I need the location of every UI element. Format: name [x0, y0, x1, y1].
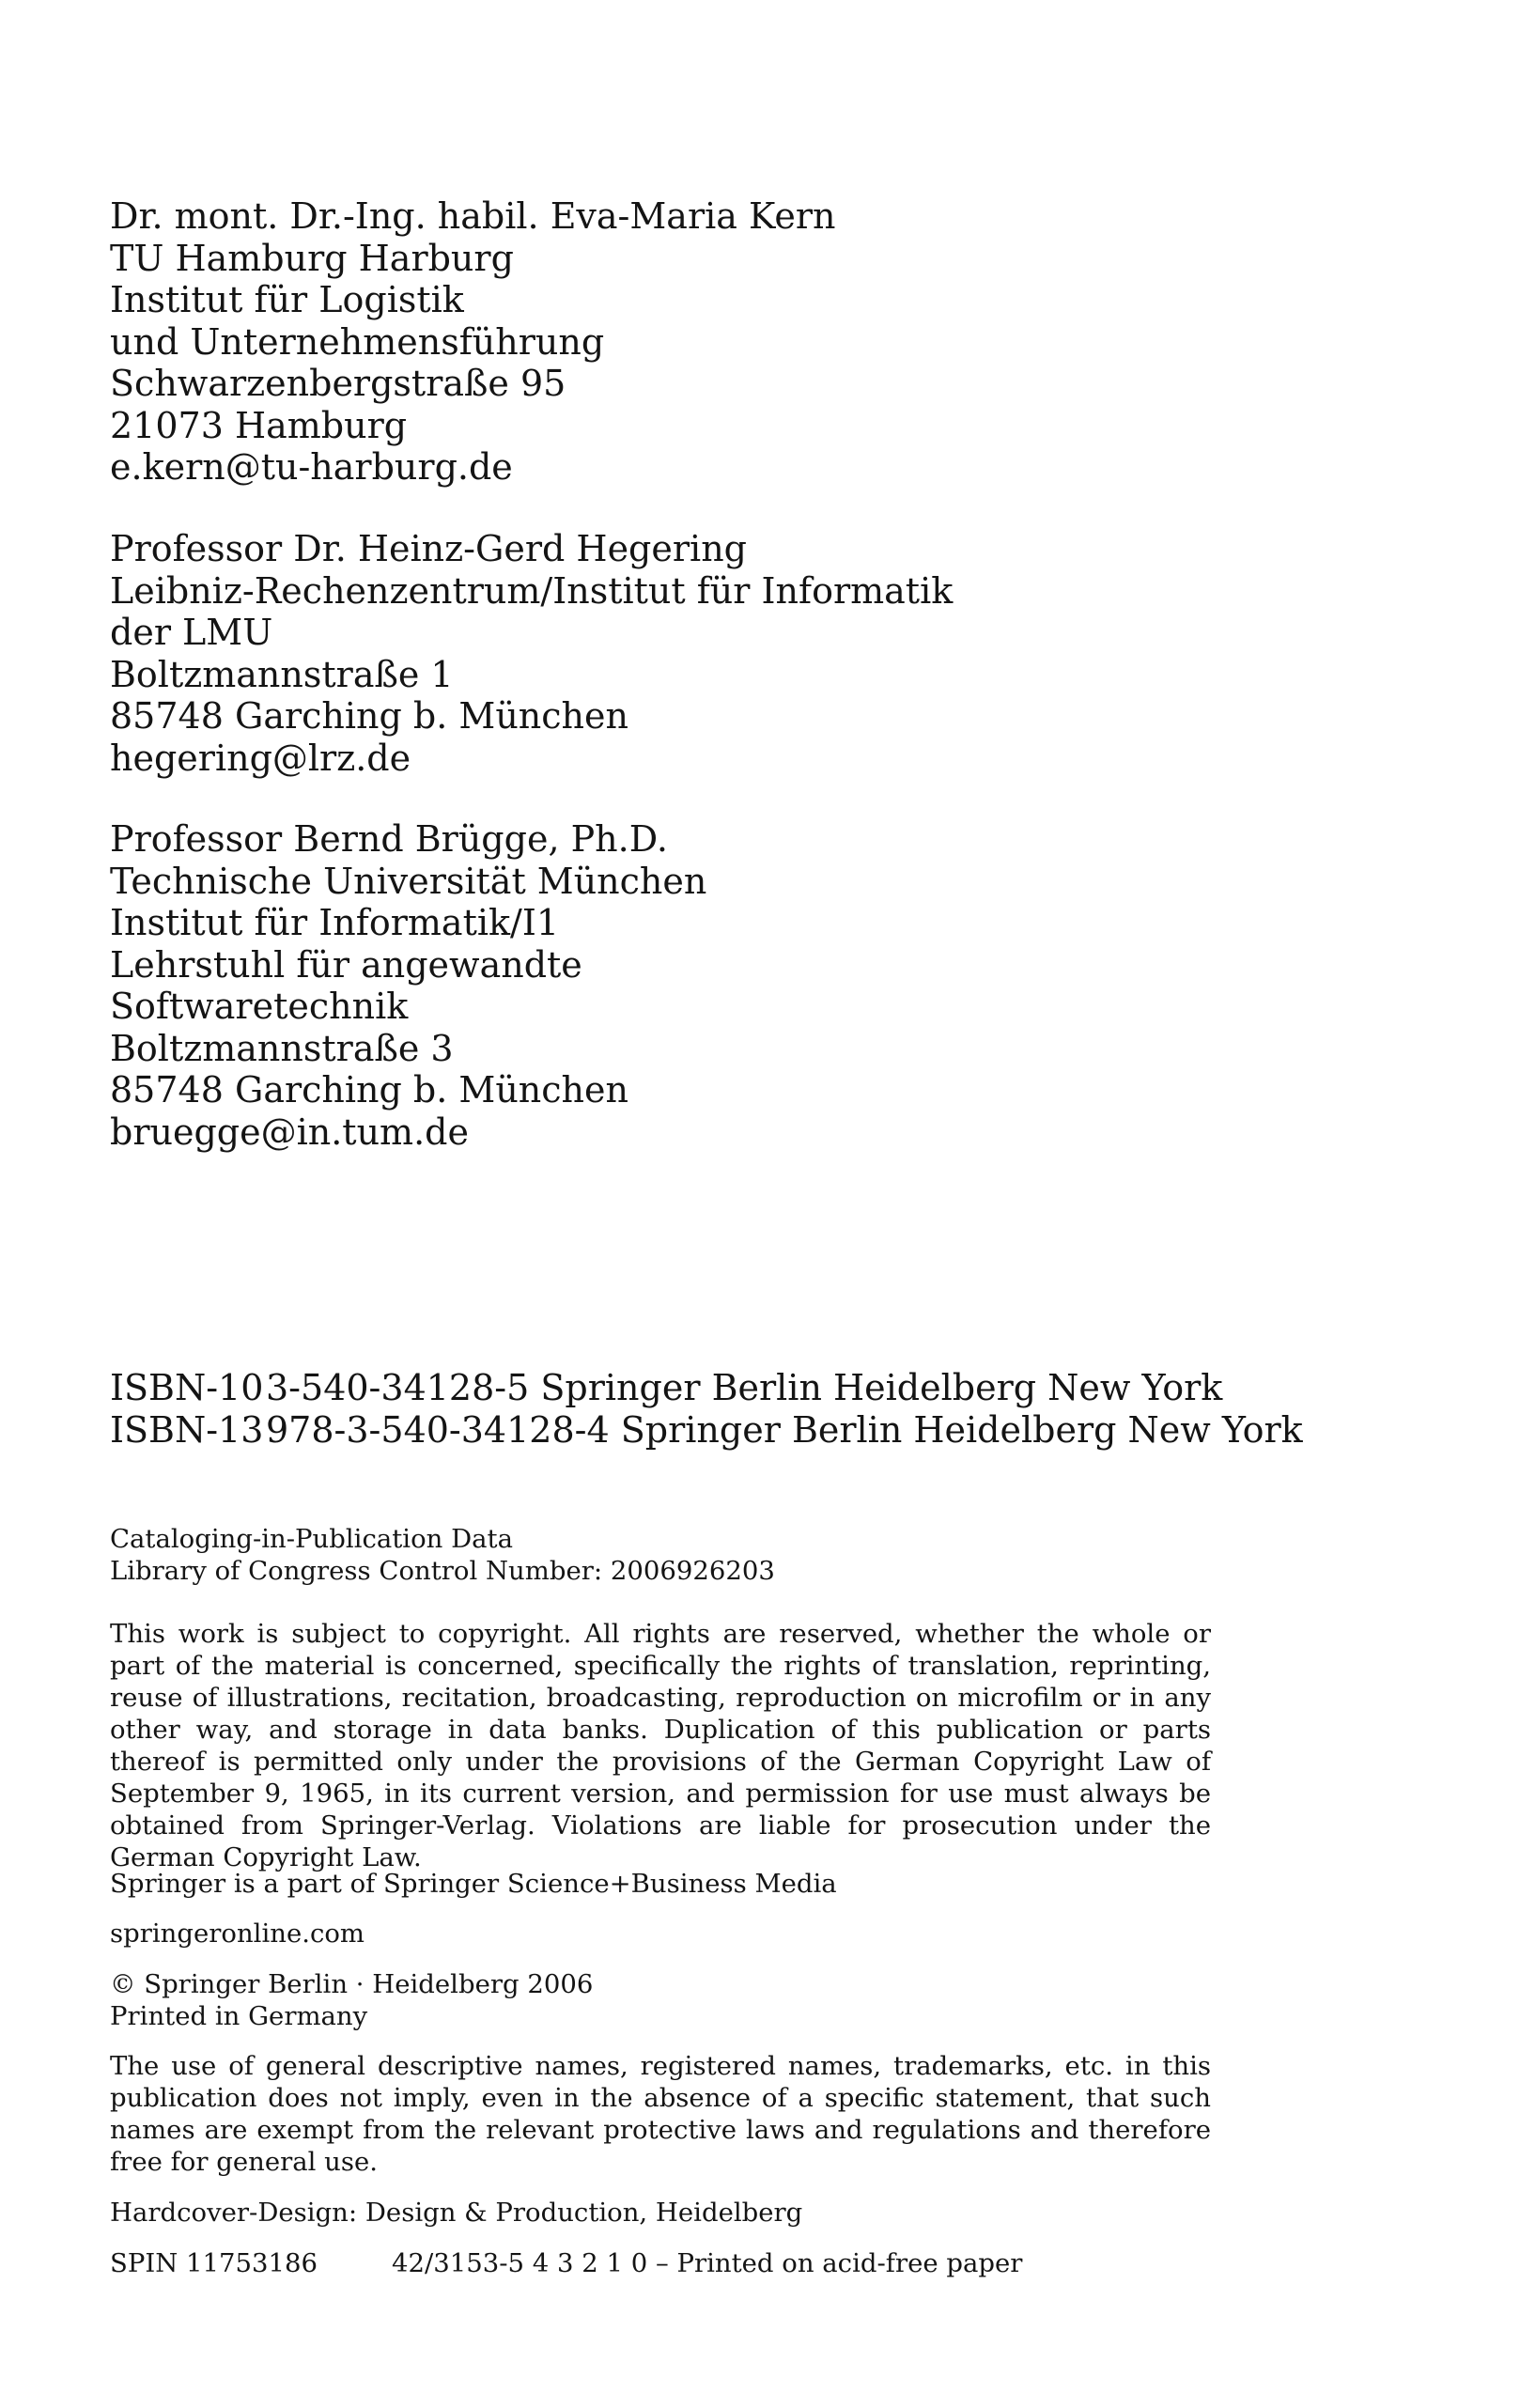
copyright-notice [110, 1618, 1211, 1873]
isbn-value: 3-540-34128-5 Springer Berlin Heidelberg New York [266, 1367, 1223, 1408]
address-line: Institut für Logistik [110, 279, 464, 320]
address-line: Technische Universität München [110, 860, 707, 902]
address-line: Softwaretechnik [110, 986, 409, 1027]
isbn-value: 978-3-540-34128-4 Springer Berlin Heidelberg New York [266, 1408, 1303, 1451]
isbn-label: ISBN-10 [110, 1367, 264, 1408]
address-line: Professor Dr. Heinz-Gerd Hegering [110, 528, 747, 569]
isbn-label: ISBN-13 [110, 1408, 264, 1451]
springer-part: Springer is a part of Springer Science+Business Media [110, 1869, 837, 1899]
author-email: e.kern@tu-harburg.de [110, 446, 513, 488]
author-email: bruegge@in.tum.de [110, 1111, 469, 1153]
printed-in-line: Printed in Germany [110, 2001, 368, 2031]
author-address-bruegge [110, 818, 706, 1153]
copyright-block [110, 1968, 593, 2032]
address-line: Lehrstuhl für angewandte [110, 943, 582, 986]
hardcover-design: Hardcover-Design: Design & Production, Heidelberg [110, 2198, 803, 2228]
trademark-notice [110, 2050, 1211, 2178]
address-line: Leibniz-Rechenzentrum/Institut für Informatik [110, 569, 954, 612]
address-line: 85748 Garching b. München [110, 695, 628, 737]
author-email: hegering@lrz.de [110, 737, 411, 779]
trademark-notice-text: The use of general descriptive names, registered names, trademarks, etc. in this publication does not imply, even in the absence of a specific statement, that such names are exempt from the relevant protective laws and regulations and therefore free for general use. [110, 2051, 1211, 2177]
isbn-block [110, 1367, 1303, 1451]
spin-block [110, 2247, 1022, 2279]
address-line: 21073 Hamburg [110, 404, 408, 446]
cip-data [110, 1523, 775, 1587]
address-line: Boltzmannstraße 3 [110, 1027, 454, 1069]
address-line: Professor Bernd Brügge, Ph.D. [110, 818, 668, 860]
address-line: der LMU [110, 612, 273, 653]
website: springeronline.com [110, 1919, 365, 1949]
address-line: Institut für Informatik/I1 [110, 902, 560, 943]
address-line: TU Hamburg Harburg [110, 237, 514, 279]
isbn-13-row [110, 1409, 1303, 1452]
author-address-hegering [110, 528, 953, 779]
author-address-kern [110, 195, 836, 489]
address-line: und Unternehmensführung [110, 320, 605, 363]
copyright-line: © Springer Berlin · Heidelberg 2006 [110, 1969, 594, 1999]
spin-row [110, 2247, 1022, 2279]
address-line: Schwarzenbergstraße 95 [110, 363, 566, 404]
address-line: Boltzmannstraße 1 [110, 653, 454, 695]
spin-label: SPIN 11753186 [110, 2248, 318, 2278]
spin-value: 42/3153-5 4 3 2 1 0 – Printed on acid-free paper [392, 2248, 1023, 2278]
copyright-notice-text: This work is subject to copyright. All rights are reserved, whether the whole or part of the material is concerned, specifically the rights of translation, reprinting, reuse of illustrations, recitation, broadcasting, reproduction on microfilm or in any other way, and storage in data banks. Duplication of this publication or parts thereof is permitted only under the provisions of the German Copyright Law of September 9, 1965, in its current version, and permission for use must always be obtained from Springer-Verlag. Violations are liable for prosecution under the German Copyright Law. [110, 1619, 1211, 1872]
isbn-10-row [110, 1367, 1303, 1409]
address-line: Dr. mont. Dr.-Ing. habil. Eva-Maria Kern [110, 195, 836, 237]
address-line: 85748 Garching b. München [110, 1069, 628, 1111]
lccn-line: Library of Congress Control Number: 2006926203 [110, 1556, 775, 1586]
cip-line: Cataloging-in-Publication Data [110, 1524, 513, 1554]
